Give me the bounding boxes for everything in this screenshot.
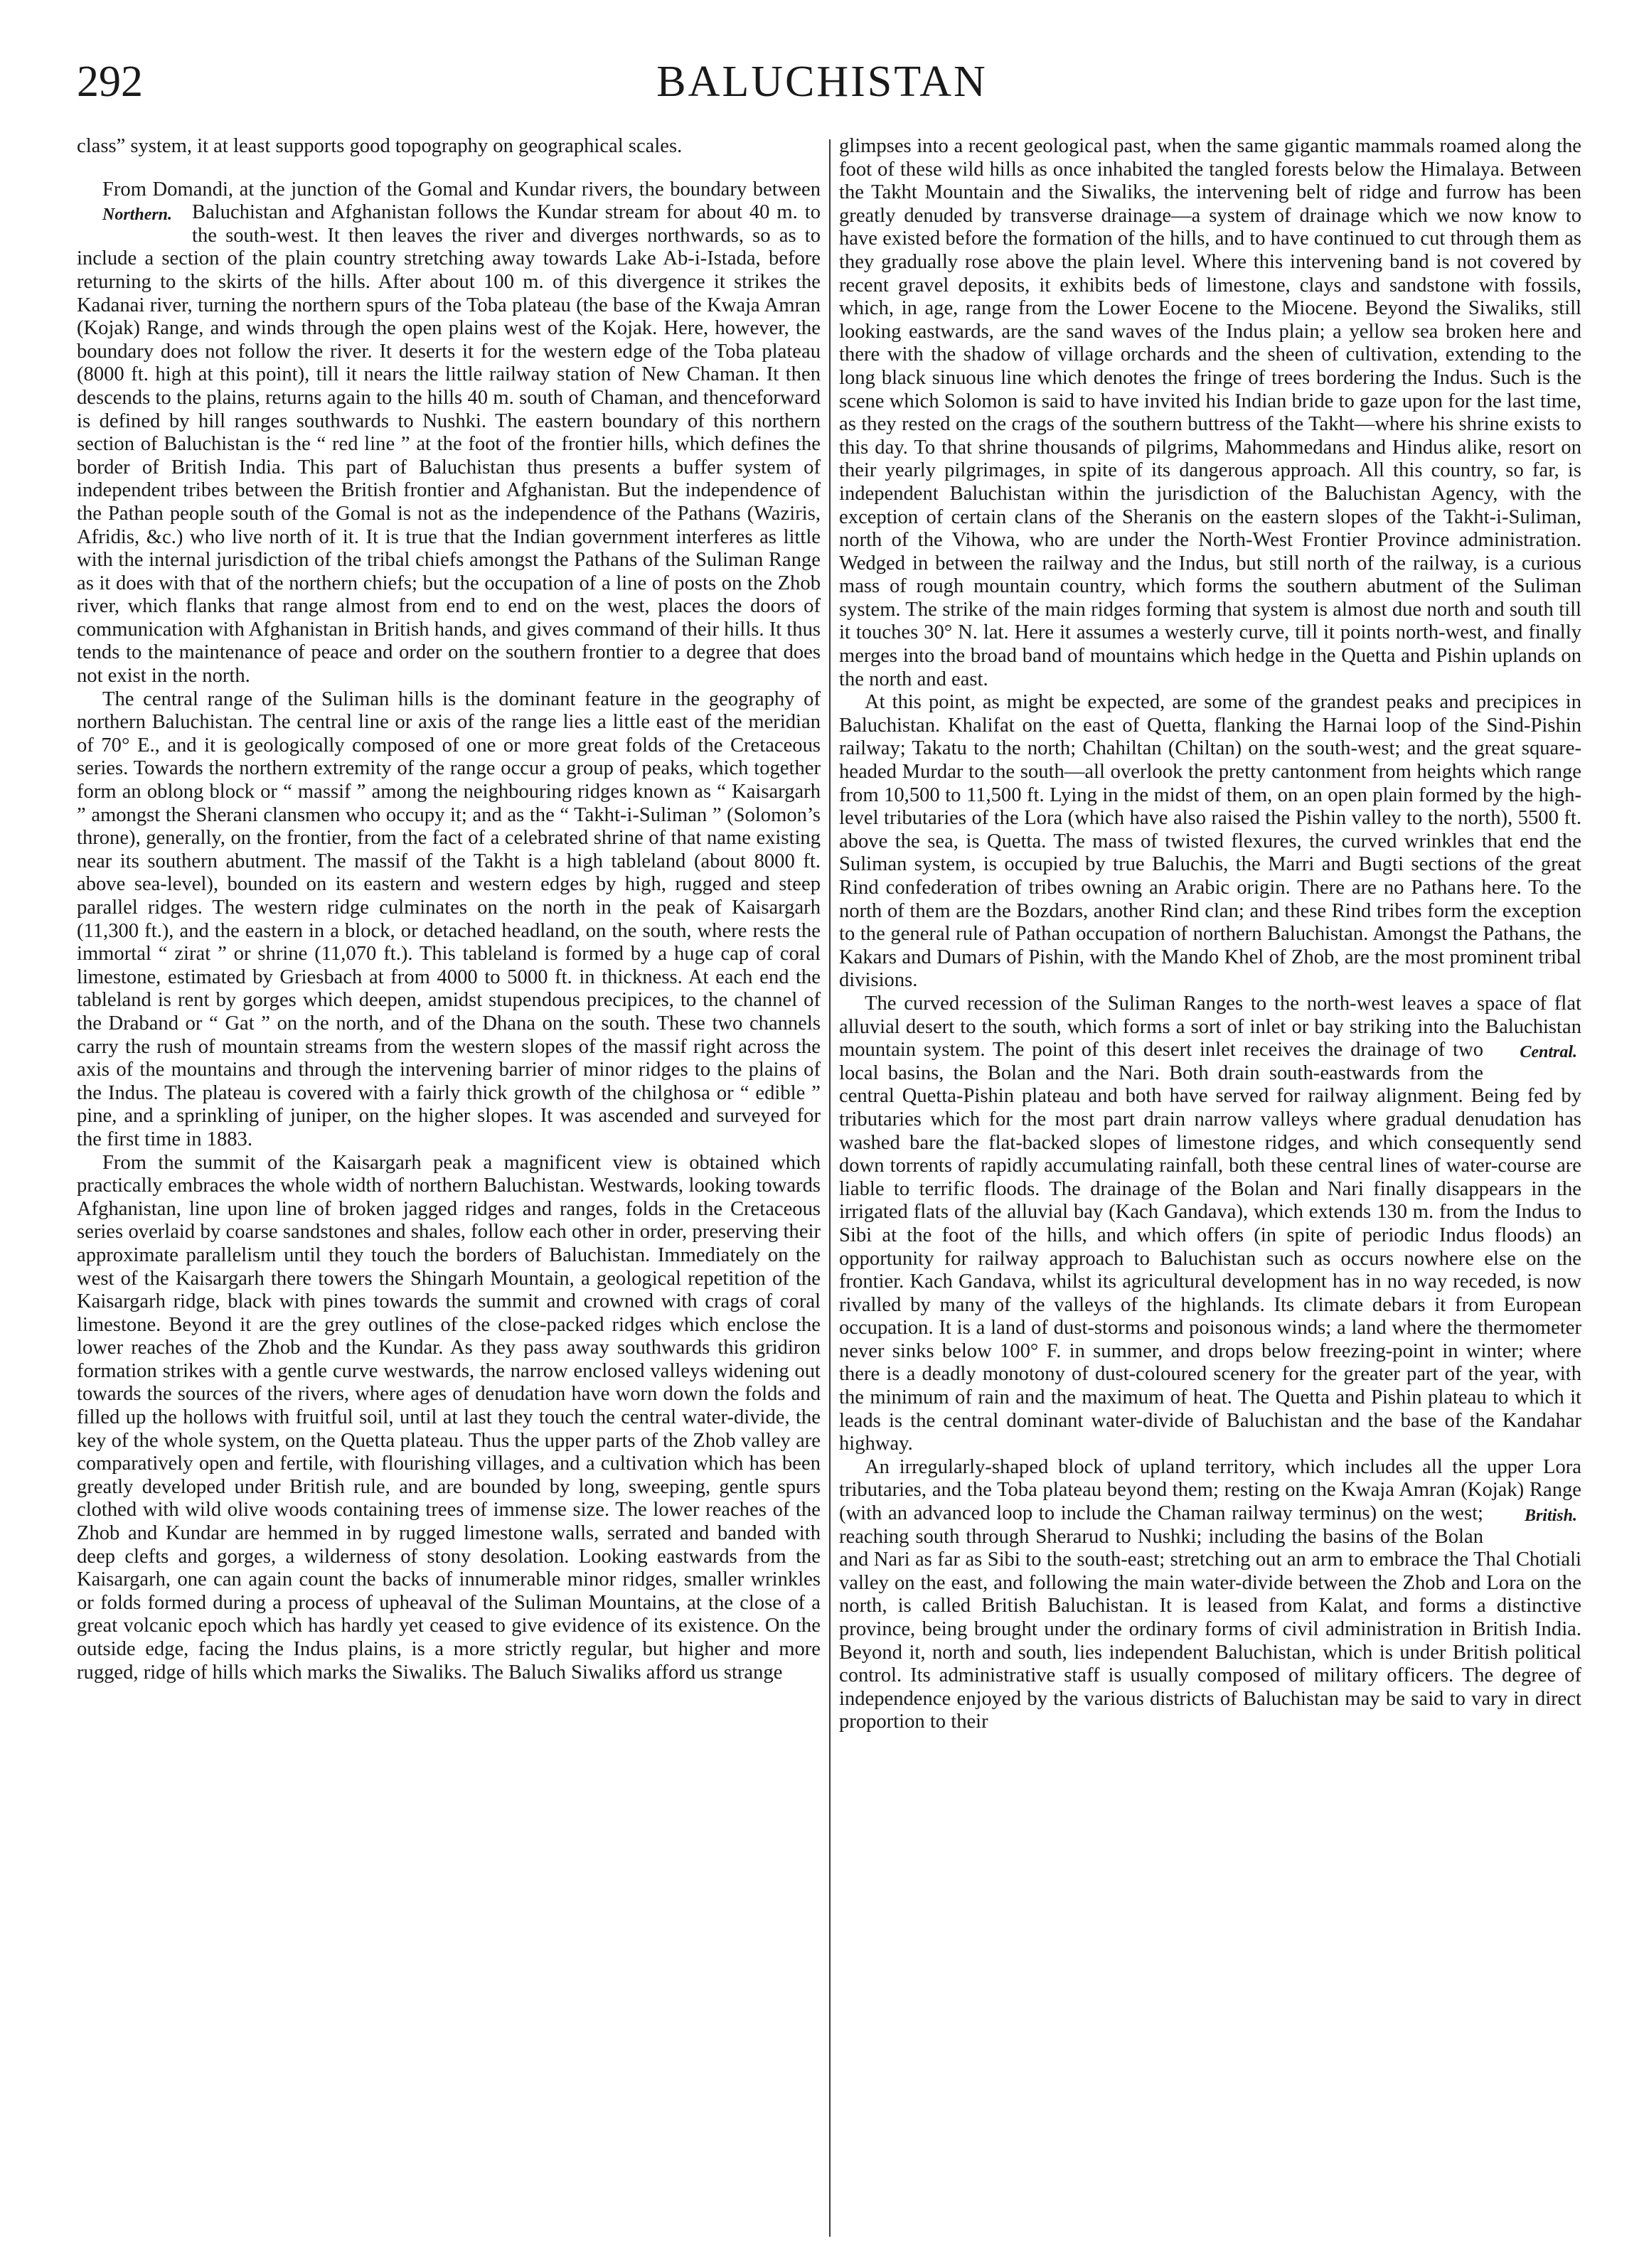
paragraph-kaisargarh-view: From the summit of the Kaisargarh peak a magnificent view is obtained which practically embraces the whole width of northern Baluchistan. Westwards, looking towards Afghanistan, line upon line of broken jagged ridges and ranges, folds in the Cretaceous series overlaid by coarse sandstones and shales, follow each other in order, preserving their approximate parallelism until they touch the borders of Baluchistan. Immediately on the west of the Kaisargarh there towers the Shingarh Mountain, a geological repetition of the Kaisargarh ridge, black with pines towards the summit and crowned with crags of coral limestone. Beyond it are the grey outlines of the close-packed ridges which enclose the lower reaches of the Zhob and the Kundar. As they pass away southwards this gridiron formation strikes with a gentle curve westwards, the narrow enclosed valleys widening out towards the sources of the rivers, where ages of denudation have worn down the folds and filled up the hollows with fruitful soil, until at last they touch the central water-divide, the key of the whole system, on the Quetta plateau. Thus the upper parts of the Zhob valley are comparatively open and fertile, with flourishing villages, and a cultivation which has been greatly developed under British rule, and are bounded by long, sweeping, gentle spurs clothed with wild olive woods containing trees of immense size. The lower reaches of the Zhob and Kundar are hemmed in by rugged limestone walls, serrated and banded with deep clefts and gorges, a wilderness of stony desolation. Looking eastwards from the Kaisargarh, one can again count the backs of innumerable minor ridges, smaller wrinkles or folds formed during a process of upheaval of the Suliman Mountains, at the close of a great volcanic epoch which has hardly yet ceased to give evidence of its existence. On the outside edge, facing the Indus plains, is a more strictly regular, but higher and more rugged, ridge of hills which marks the Siwaliks. The Baluch Siwaliks afford us strange [77, 1151, 821, 1684]
paragraph-text: The curved recession of the Suliman Ranges to the north-west leaves a space of flat alluvial desert to the south, which forms a sort of inlet or bay striking into the Baluchistan mountain [839, 992, 1581, 1061]
paragraph-text: advanced loop to include the Chaman railway terminus) on the west; reaching south through Sherarud to Nushki; including the basins of the Bolan and Nari as far as Sibi to the south-east; stretching out an arm to embrace the Thal Chotiali valley on the east, and following the main water-divide between the Zhob and Lora on the north, is called British Baluchistan. It is leased from Kalat, and forms a distinctive province, being brought under the ordinary forms of civil administration in British India. Beyond it, north and south, lies independent Baluchistan, which is under British political control. Its administrative staff is usually composed of military officers. The degree of independence enjoyed by the various districts of Baluchistan may be said to vary in direct proportion to their [839, 1502, 1581, 1733]
sidenote-central: Central. [1520, 1043, 1577, 1062]
sidenote-british: British. [1524, 1507, 1577, 1526]
paragraph-continuation: class” system, it at least supports good topography on geographical scales. [77, 135, 683, 157]
paragraph-text: An irregularly-shaped block of upland territory, which includes all the upper Lora tributaries, and the Toba plateau beyond them; resting on the Kwaja Amran (Kojak) Range (with an [839, 1455, 1581, 1525]
running-title: BALUCHISTAN [656, 58, 988, 106]
page-number: 292 [77, 58, 143, 106]
paragraph-text: Kundar stream for about 40 m. to the south-west. It then leaves the river and diverges northwards, so as to include a section of the plain country stretching away towards Lake Ab-i-Istada, before returning to the skirts of the hills. After about 100 m. of this divergence it strikes the Kadanai river, turning the northern spurs of the Toba plateau (the base of the Kwaja Amran (Kojak) Range, and winds through the open plains west of the Kojak. Here, however, the boundary does not follow the river. It deserts it for the western edge of the Toba plateau (8000 ft. high at this point), till it nears the little railway station of New Chaman. It then descends to the plains, returns again to the hills 40 m. south of Chaman, and thenceforward is defined by hill ranges southwards to Nushki. The eastern boundary of this northern section of Baluchistan is the “ red line ” at the foot of the frontier hills, which defines the border of British India. This part of Baluchistan thus presents a buffer system of independent tribes between the British frontier and Afghanistan. But the independence of the Pathan people south of the Gomal is not as the independence of the Pathans (Waziris, Afridis, &c.) who live north of it. It is true that the Indian government interferes as little with the internal jurisdiction of the tribal chiefs amongst the Pathans of the Suliman Range as it does with that of the northern chiefs; but the occupation of a line of posts on the Zhob river, which flanks that range almost from end to end on the west, places the doors of communication with Afghanistan in British hands, and gives command of their hills. It thus tends to the maintenance of peace and order on the southern frontier to a degree that does not exist in the north. [77, 201, 821, 688]
column-divider [829, 139, 831, 2237]
paragraph-text: From Domandi, at the junction of the Gomal and Kundar rivers, the boundary between Baluchistan and Afghanistan follows the [102, 178, 821, 224]
paragraph-quetta-peaks: At this point, as might be expected, are some of the grandest peaks and precipices in Baluchistan. Khalifat on the east of Quetta, flanking the Harnai loop of the Sind-Pishin railway; Takatu to the north; Chahiltan (Chiltan) on the south-west; and the great square-headed Murdar to the south—all overlook the pretty cantonment from heights which range from 10,500 to 11,500 ft. Lying in the midst of them, on an open plain formed by the high-level tributaries of the Lora (which have also raised the Pishin valley to the north), 5500 ft. above the sea, is Quetta. The mass of twisted flexures, the curved wrinkles that end the Suliman system, is occupied by true Baluchis, the Marri and Bugti sections of the great Rind confederation of tribes owning an Arabic origin. There are no Pathans here. To the north of them are the Bozdars, another Rind clan; and these Rind tribes form the exception to the general rule of Pathan occupation of northern Baluchistan. Amongst the Pathans, the Kakars and Dumars of Pishin, with the Mando Khel of Zhob, are the most prominent tribal divisions. [839, 691, 1581, 992]
sidenote-northern: Northern. [102, 205, 173, 225]
paragraph-siwaliks: glimpses into a recent geological past, when the same gigantic mammals roamed along the foot of these wild hills as once inhabited the tangled forests below the Himalaya. Between the Takht Mountain and the Siwaliks, the intervening belt of ridge and furrow has been greatly denuded by transverse drainage—a system of drainage which we now know to have existed before the formation of the hills, and to have continued to cut through them as they gradually rose above the plain level. Where this intervening band is not covered by recent gravel deposits, it exhibits beds of limestone, clays and sandstone with fossils, which, in age, range from the Lower Eocene to the Miocene. Beyond the Siwaliks, still looking eastwards, are the sand waves of the Indus plain; a yellow sea broken here and there with the shadow of village orchards and the sheen of cultivation, extending to the long black sinuous line which denotes the fringe of trees bordering the Indus. Such is the scene which Solomon is said to have invited his Indian bride to gaze upon for the last time, as they rested on the crags of the southern buttress of the Takht—where his shrine exists to this day. To that shrine thousands of pilgrims, Mahommedans and Hindus alike, resort on their yearly pilgrimages, in spite of its dangerous approach. All this country, so far, is independent Baluchistan within the jurisdiction of the Baluchistan Agency, with the exception of certain clans of the Sheranis on the eastern slopes of the Takht-i-Suliman, north of the Vihowa, who are under the North-West Frontier Province administration. Wedged in between the railway and the Indus, but still north of the railway, is a curious mass of rough mountain country, which forms the southern abutment of the Suliman system. The strike of the main ridges forming that system is almost due north and south till it touches 30° N. lat. Here it assumes a westerly curve, till it points north-west, and finally merges into the broad band of mountains which hedge in the Quetta and Pishin uplands on the north and east. [839, 135, 1581, 690]
left-column [77, 135, 821, 1684]
right-column [839, 135, 1581, 1734]
paragraph-text: system. The point of this desert inlet receives the drainage of two local basins, the Bolan and the Nari. Both drain south-eastwards from the central Quetta-Pishin plateau and both have served for railway alignment. Being fed by tributaries which for the most part drain narrow valleys where gradual denudation has washed bare the flat-backed slopes of limestone ridges, and which consequently send down torrents of rapidly accumulating rainfall, both these central lines of water-course are liable to terrific floods. The drainage of the Bolan and Nari finally disappears in the irrigated flats of the alluvial bay (Kach Gandava), which extends 130 m. from the Indus to Sibi at the foot of the hills, and which offers (in spite of periodic Indus floods) an opportunity for railway approach to Baluchistan such as occurs nowhere else on the frontier. Kach Gandava, whilst its agricultural development has in no way receded, is now rivalled by many of the valleys of the highlands. Its climate debars it from European occupation. It is a land of dust-storms and poisonous winds; a land where the thermometer never sinks below 100° F. in summer, and drops below freezing-point in winter; where there is a deadly monotony of dust-coloured scenery for the greater part of the year, with the minimum of rain and the maximum of heat. The Quetta and Pishin plateau to which it leads is the central dominant water-divide of Baluchistan and the base of the Kandahar highway. [839, 1039, 1581, 1455]
paragraph-suliman-range: The central range of the Suliman hills is the dominant feature in the geography of northern Baluchistan. The central line or axis of the range lies a little east of the meridian of 70° E., and it is geologically composed of one or more great folds of the Cretaceous series. Towards the northern extremity of the range occur a group of peaks, which together form an oblong block or “ massif ” among the neighbouring ridges known as “ Kaisargarh ” amongst the Sherani clansmen who occupy it; and as the “ Takht-i-Suliman ” (Solomon’s throne), generally, on the frontier, from the fact of a celebrated shrine of that name existing near its southern abutment. The massif of the Takht is a high tableland (about 8000 ft. above sea-level), bounded on its eastern and western edges by high, rugged and steep parallel ridges. The western ridge culminates on the north in the peak of Kaisargarh (11,300 ft.), and the eastern in a block, or detached headland, on the south, where rests the immortal “ zirat ” or shrine (11,070 ft.). This tableland is formed by a huge cap of coral limestone, estimated by Griesbach at from 4000 to 5000 ft. in thickness. At each end the tableland is rent by gorges which deepen, amidst stupendous precipices, to the channel of the Draband or “ Gat ” on the north, and of the Dhana on the south. These two channels carry the rush of mountain streams from the western slopes of the massif right across the axis of the mountains and through the intervening barrier of minor ridges to the plains of the Indus. The plateau is covered with a fairly thick growth of the chilghosa or “ edible ” pine, and a sprinkling of juniper, on the higher slopes. It was ascended and surveyed for the first time in 1883. [77, 688, 821, 1150]
paragraph-british [839, 1456, 1581, 1734]
paragraph-central [839, 993, 1581, 1456]
paragraph-northern-boundary [77, 178, 821, 688]
